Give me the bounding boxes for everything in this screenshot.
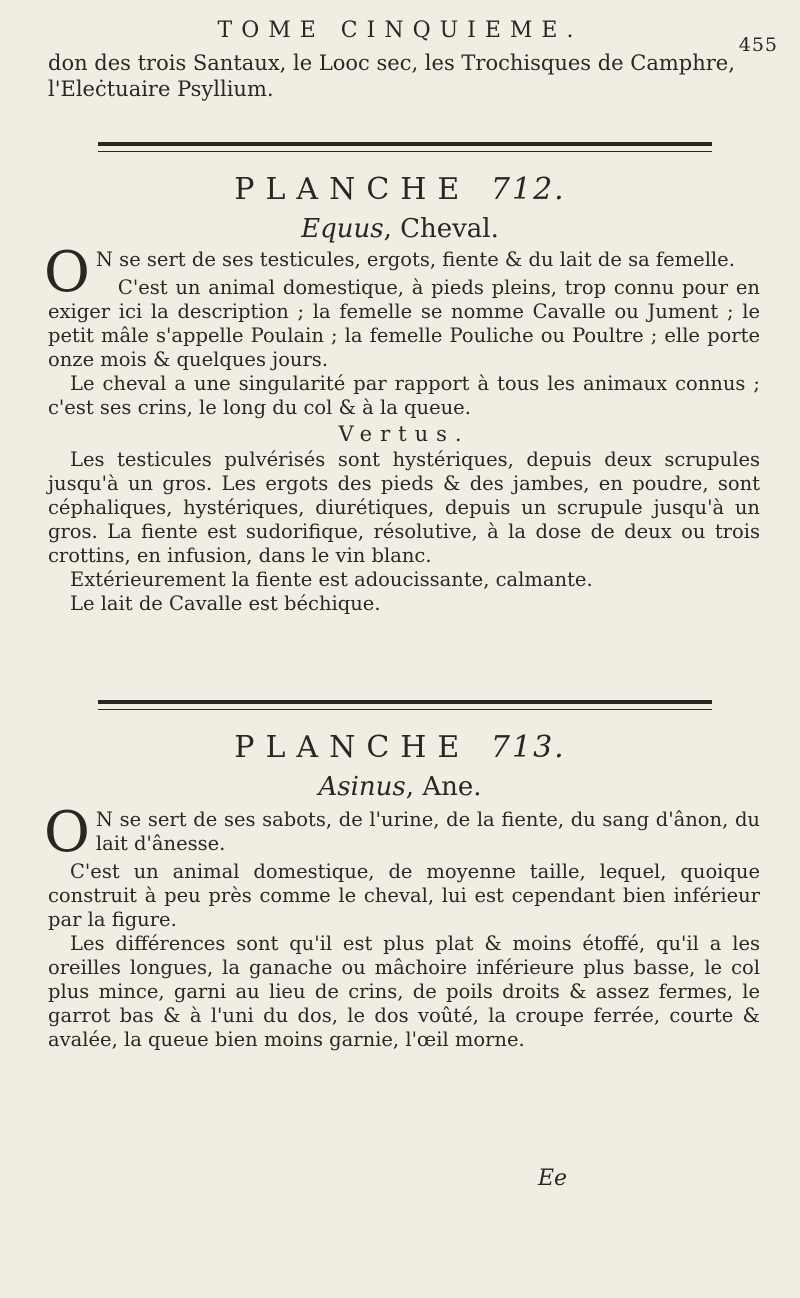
catchword: Ee xyxy=(538,1166,568,1191)
plate-712-milk: Le lait de Cavalle est béchique. xyxy=(70,592,381,615)
plate-713-heading-number: 713. xyxy=(490,730,566,765)
plate-712-body xyxy=(44,240,760,616)
page-number: 455 xyxy=(738,34,778,56)
plate-712-heading-number: 712. xyxy=(490,172,566,207)
plate-713-subhead: Asinus, Ane. xyxy=(318,772,482,802)
plate-713-intro-text: N se sert de ses sabots, de l'urine, de la fiente, du sang d'ânon, du lait d'ânesse. xyxy=(95,808,760,855)
plate-712-heading-word: PLANCHE xyxy=(234,172,471,207)
plate-712-vertus: Les testicules pulvérisés sont hystériques, depuis deux scrupules jusqu'à un gros. Les ergots des pieds & des jambes, en poudre, sont céphaliques, hystériques, diurétiques, depuis un scrupule jusqu'à un gros. La fiente est sudorifique, résolutive, à la dose de deux ou trois crottins, en infusion, dans le vin blanc. xyxy=(48,448,760,567)
plate-713-heading xyxy=(0,730,800,765)
plate-712-heading xyxy=(0,172,800,207)
plate-713-french-name: Ane. xyxy=(422,772,482,802)
plate-713-dropcap: O xyxy=(44,800,90,865)
plate-712-intro xyxy=(44,240,760,305)
plate-713-differences: Les différences sont qu'il est plus plat & moins étoffé, qu'il a les oreilles longues, la ganache ou mâchoire inférieure plus basse, le col plus mince, garni au lieu de crins, de poils droits & assez fermes, le garrot bas & à l'uni du dos, le dos voûté, la croupe ferrée, courte & avalée, la queue bien moins garnie, l'œil morne. xyxy=(48,932,760,1051)
plate-712-subhead: Equus, Cheval. xyxy=(301,214,499,244)
plate-713-intro xyxy=(44,800,760,865)
plate-712-description: C'est un animal domestique, à pieds pleins, trop connu pour en exiger ici la description ; la femelle se nomme Cavalle ou Jument ; le petit mâle s'appelle Poulain ; la femelle Pouliche ou Poultre ; elle porte onze mois & quelques jours. xyxy=(48,276,760,371)
section-rule-top xyxy=(98,142,712,152)
plate-712-dropcap: O xyxy=(44,240,90,305)
plate-712-intro-text: N se sert de ses testicules, ergots, fiente & du lait de sa femelle. xyxy=(95,248,735,271)
plate-713-description: C'est un animal domestique, de moyenne taille, lequel, quoique construit à peu près comme le cheval, lui est cependant bien inférieur par la figure. xyxy=(48,860,760,931)
plate-712-french-name: Cheval. xyxy=(400,214,499,244)
section-rule-middle xyxy=(98,700,712,710)
plate-713-body xyxy=(44,800,760,1052)
plate-712-singularity: Le cheval a une singularité par rapport à tous les animaux connus ; c'est ses crins, le long du col & à la queue. xyxy=(48,372,760,419)
plate-713-heading-word: PLANCHE xyxy=(234,730,471,765)
running-head: TOME CINQUIEME. xyxy=(217,18,583,43)
plate-713-latin-name: Asinus xyxy=(318,772,406,802)
plate-712-exterior: Extérieurement la fiente est adoucissante, calmante. xyxy=(70,568,593,591)
plate-712-vertus-title: Vertus. xyxy=(338,422,470,446)
plate-712-latin-name: Equus xyxy=(301,214,384,244)
carryover-text: don des trois Santaux, le Looc sec, les Trochisques de Camphre, l'Eleċtuaire Psyllium. xyxy=(48,51,735,101)
